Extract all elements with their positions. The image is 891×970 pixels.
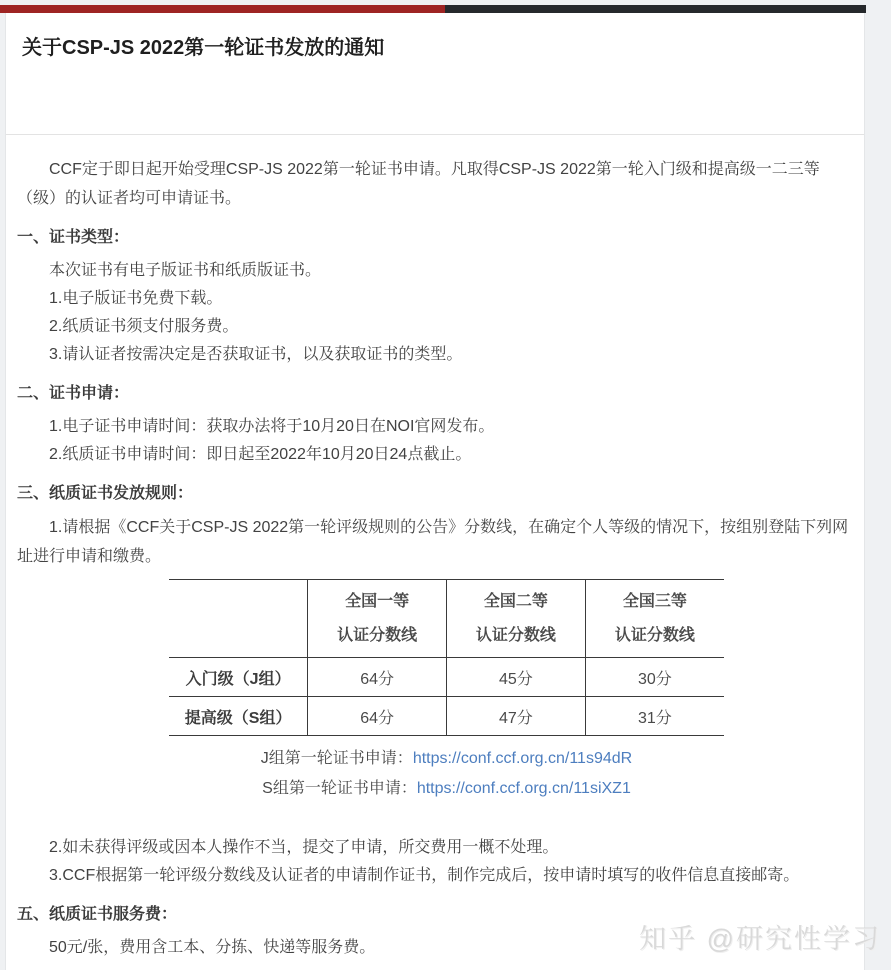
list-item: 2.纸质证书须支付服务费。: [49, 318, 239, 335]
section-1-heading: 一、证书类型：: [17, 229, 130, 246]
col-header-line: 认证分数线: [614, 626, 695, 644]
col-header-line: 全国一等: [345, 592, 410, 610]
list-item: 2.如未获得评级或因本人操作不当，提交了申请，所交费用一概不处理。: [49, 839, 559, 856]
top-accent-bar-red-segment: [0, 5, 445, 13]
table-col-header: [447, 580, 586, 658]
table-cell: 30分: [585, 658, 724, 697]
section-1-items: [17, 257, 850, 369]
zhihu-watermark: 知乎 @研究性学习: [639, 924, 881, 954]
list-item: 本次证书有电子版证书和纸质版证书。: [49, 262, 322, 279]
list-item: 2.纸质证书申请时间：即日起至2022年10月20日24点截止。: [49, 446, 472, 463]
intro-paragraph: CCF定于即日起开始受理CSP-JS 2022第一轮证书申请。凡取得CSP-JS 2022第一轮入门级和提高级一二三等（级）的认证者均可申请证书。: [17, 161, 820, 207]
section-2-heading: 二、证书申请：: [17, 385, 130, 402]
col-header-line: 全国二等: [483, 592, 548, 610]
notice-body: [6, 135, 864, 962]
s-group-application-link[interactable]: https://conf.ccf.org.cn/11siXZ1: [416, 780, 631, 797]
table-cell: 47分: [447, 697, 586, 736]
table-corner-cell: [169, 580, 308, 658]
link-label: J组第一轮证书申请：: [260, 750, 413, 767]
section-3-intro: [17, 513, 850, 571]
top-accent-bar-dark-segment: [445, 5, 866, 13]
score-threshold-table: [169, 579, 724, 736]
table-cell: 64分: [308, 697, 447, 736]
link-line-j-group: [43, 744, 850, 774]
top-accent-bar: [0, 5, 866, 13]
table-cell: 31分: [585, 697, 724, 736]
section-3-heading: 三、纸质证书发放规则：: [17, 485, 194, 502]
col-header-line: 全国三等: [622, 592, 687, 610]
table-header-row: [169, 580, 724, 658]
table-col-header: [585, 580, 724, 658]
table-cell: 64分: [308, 658, 447, 697]
page-title: 关于CSP-JS 2022第一轮证书发放的通知: [22, 37, 385, 59]
section-3-items: [17, 834, 850, 890]
notice-card: [5, 13, 865, 970]
row-label: 提高级（S组）: [169, 697, 308, 736]
col-header-line: 认证分数线: [475, 626, 556, 644]
application-links: [17, 744, 850, 804]
list-item: 3.CCF根据第一轮评级分数线及认证者的申请制作证书，制作完成后，按申请时填写的收件信息直接邮寄。: [49, 867, 800, 884]
link-line-s-group: [43, 774, 850, 804]
notice-header: [6, 13, 864, 135]
row-label: 入门级（J组）: [169, 658, 308, 697]
list-item: 1.请根据《CCF关于CSP-JS 2022第一轮评级规则的公告》分数线，在确定个人等级的情况下，按组别登陆下列网址进行申请和缴费。: [17, 519, 849, 565]
list-item: 1.电子证书申请时间：获取办法将于10月20日在NOI官网发布。: [49, 418, 495, 435]
table-row: [169, 658, 724, 697]
section-5-heading: 五、纸质证书服务费：: [17, 906, 178, 923]
link-label: S组第一轮证书申请：: [262, 780, 417, 797]
list-item: 50元/张，费用含工本、分拣、快递等服务费。: [49, 939, 376, 956]
list-item: 1.电子版证书免费下载。: [49, 290, 223, 307]
list-item: 3.请认证者按需决定是否获取证书，以及获取证书的类型。: [49, 346, 463, 363]
table-col-header: [308, 580, 447, 658]
j-group-application-link[interactable]: https://conf.ccf.org.cn/11s94dR: [412, 750, 633, 767]
section-2-items: [17, 413, 850, 469]
table-cell: 45分: [447, 658, 586, 697]
col-header-line: 认证分数线: [337, 626, 418, 644]
table-row: [169, 697, 724, 736]
